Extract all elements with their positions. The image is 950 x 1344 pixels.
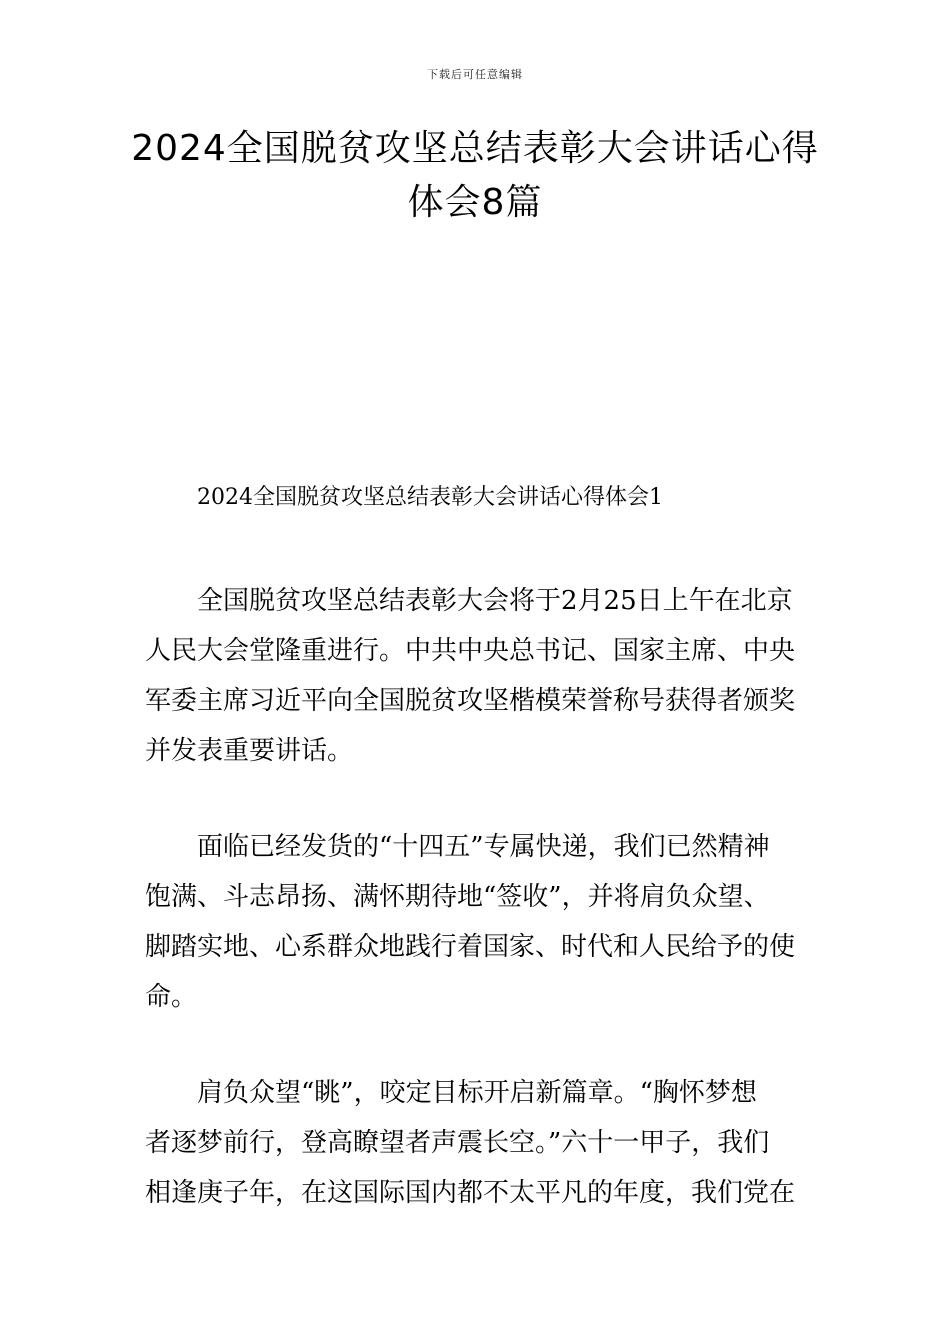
paragraph-line: 相逢庚子年，在这国际国内都不太平凡的年度，我们党在	[145, 1178, 796, 1208]
paragraph-line: 肩负众望“眺”，咬定目标开启新篇章。“胸怀梦想	[145, 1078, 757, 1108]
header-note: 下载后可任意编辑	[427, 68, 523, 81]
paragraph-line: 命。	[145, 982, 198, 1012]
section-heading: 2024全国脱贫攻坚总结表彰大会讲话心得体会1	[197, 485, 663, 510]
document-title	[120, 122, 830, 230]
paragraph-2	[145, 822, 810, 1022]
paragraph-line: 面临已经发货的“十四五”专属快递，我们已然精神	[145, 832, 770, 862]
document-title-line-1: 2024全国脱贫攻坚总结表彰大会讲话心得	[131, 128, 819, 169]
paragraph-line: 饱满、斗志昂扬、满怀期待地“签收”，并将肩负众望、	[145, 882, 770, 912]
paragraph-3	[145, 1068, 810, 1218]
document-title-line-2: 体会8篇	[407, 182, 543, 223]
paragraph-line: 人民大会堂隆重进行。中共中央总书记、国家主席、中央	[145, 636, 796, 666]
paragraph-line: 全国脱贫攻坚总结表彰大会将于2月25日上午在北京	[145, 586, 793, 616]
paragraph-line: 并发表重要讲话。	[145, 736, 354, 766]
paragraph-line: 军委主席习近平向全国脱贫攻坚楷模荣誉称号获得者颁奖	[145, 686, 796, 716]
paragraph-1	[145, 576, 810, 776]
paragraph-line: 者逐梦前行，登高瞭望者声震长空。”六十一甲子，我们	[145, 1128, 770, 1158]
paragraph-line: 脚踏实地、心系群众地践行着国家、时代和人民给予的使	[145, 932, 796, 962]
